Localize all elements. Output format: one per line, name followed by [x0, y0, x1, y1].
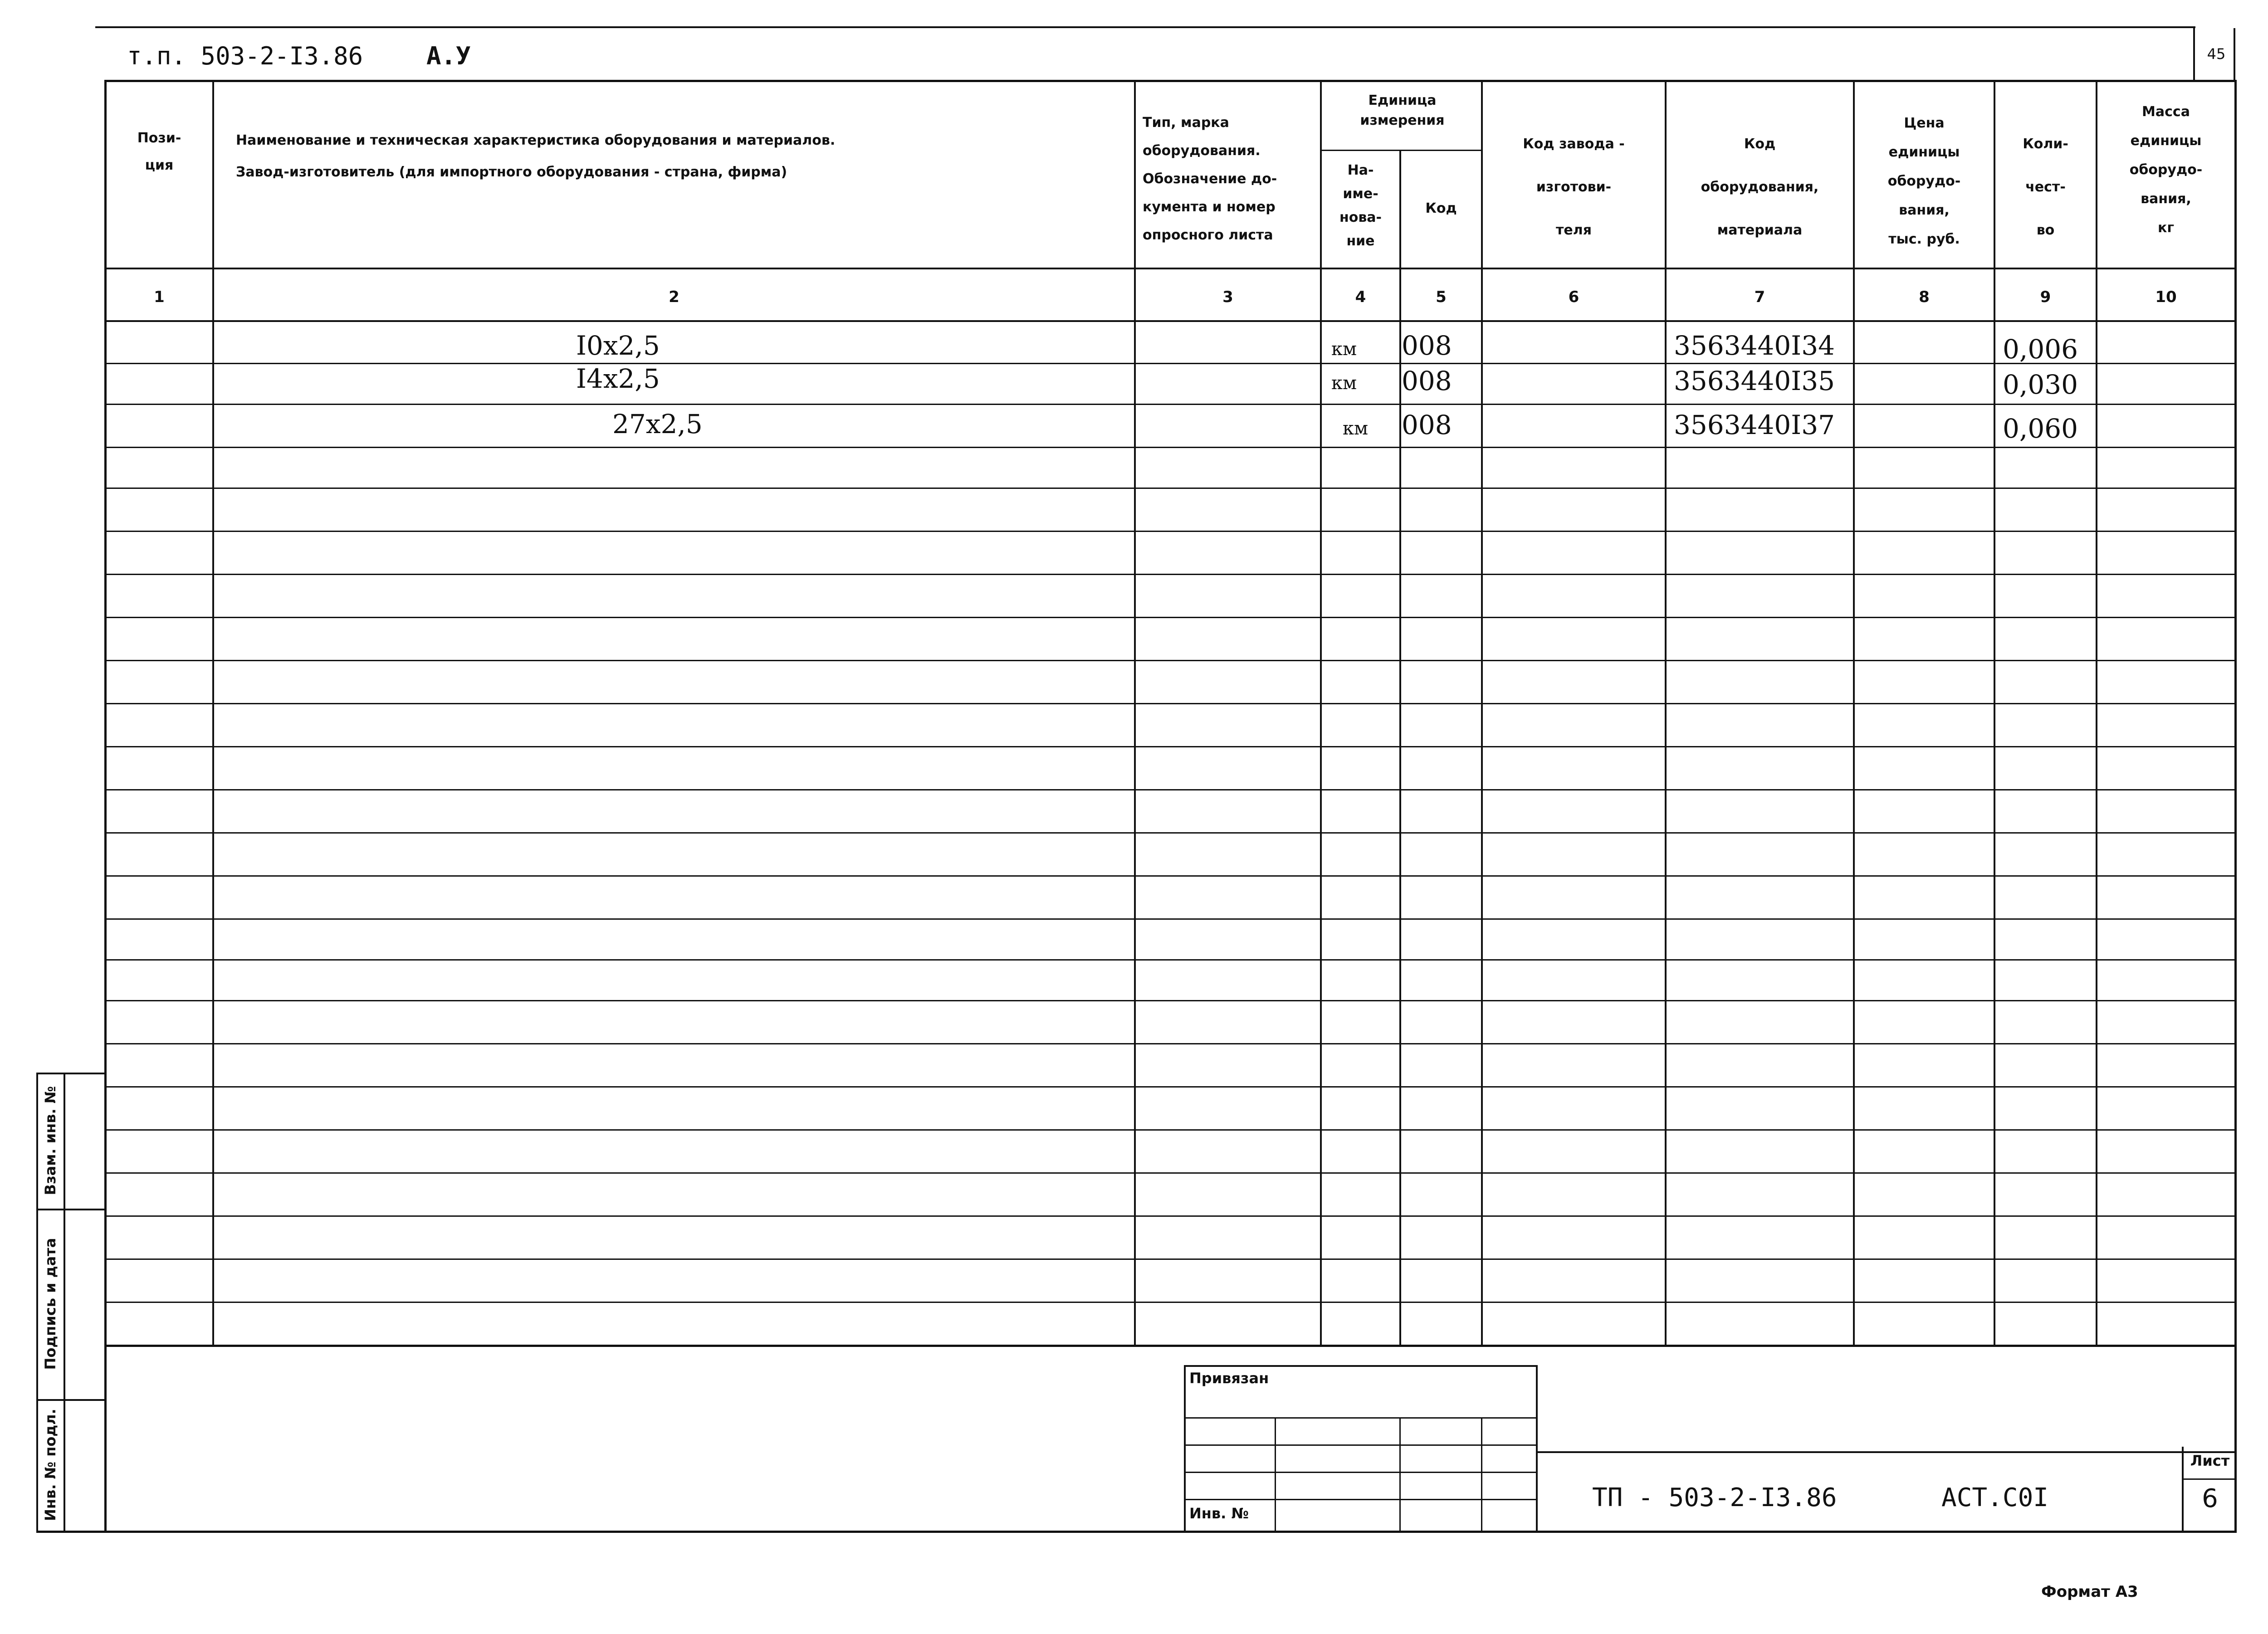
side-label-podpis: Подпись и дата	[42, 1238, 59, 1370]
col-header-unit-code: Код	[1425, 200, 1457, 216]
row-name: I4x2,5	[576, 363, 660, 394]
col-header-position: Пози- ция	[137, 130, 181, 173]
format-label: Формат А3	[2041, 1583, 2138, 1601]
row-unit: км	[1343, 418, 1369, 439]
row-quantity: 0,006	[2003, 334, 2078, 365]
sheet-corner-number: 45	[2207, 45, 2226, 63]
row-name: 27x2,5	[612, 409, 703, 439]
inv-no-label: Инв. №	[1189, 1505, 1249, 1522]
list-number: 6	[2202, 1484, 2218, 1513]
col-number-1: 1	[154, 288, 165, 306]
col-number-5: 5	[1436, 288, 1447, 306]
row-unit-code: 008	[1402, 366, 1452, 396]
side-label-inv: Инв. № подл.	[42, 1409, 59, 1521]
col-number-10: 10	[2155, 288, 2177, 306]
col-number-2: 2	[669, 288, 679, 306]
document-mark: АСТ.С0I	[1941, 1483, 2049, 1512]
privyazan-label: Привязан	[1189, 1370, 1269, 1387]
row-unit-code: 008	[1402, 410, 1452, 440]
row-quantity: 0,030	[2003, 369, 2078, 400]
col-header-unit-name: На- име- нова- ние	[1339, 162, 1382, 249]
document-code: ТП - 503-2-I3.86	[1592, 1483, 1837, 1512]
row-equipment-code: 3563440I34	[1674, 330, 1835, 361]
col-header-equipment-code: Код оборудования, материала	[1701, 136, 1819, 238]
row-quantity: 0,060	[2003, 413, 2078, 444]
col-number-8: 8	[1919, 288, 1930, 306]
col-header-unit-group: Единица измерения	[1360, 93, 1445, 128]
row-equipment-code: 3563440I35	[1674, 366, 1835, 396]
col-number-7: 7	[1754, 288, 1765, 306]
section-code: А.У	[426, 42, 471, 70]
col-header-mass: Масса единицы оборудо- вания, кг	[2129, 104, 2203, 236]
row-equipment-code: 3563440I37	[1674, 410, 1835, 440]
side-label-vzam: Взам. инв. №	[42, 1086, 59, 1195]
row-unit-code: 008	[1402, 330, 1452, 361]
col-header-price: Цена единицы оборудо- вания, тыс. руб.	[1887, 115, 1961, 247]
col-number-4: 4	[1355, 288, 1366, 306]
col-header-type: Тип, марка оборудования. Обозначение до- кумента и номер опросного листа	[1143, 115, 1277, 243]
row-name: I0x2,5	[576, 330, 660, 361]
row-unit: км	[1331, 339, 1357, 360]
col-number-9: 9	[2040, 288, 2051, 306]
col-number-3: 3	[1222, 288, 1233, 306]
list-label: Лист	[2190, 1452, 2230, 1469]
col-header-quantity: Коли- чест- во	[2023, 136, 2068, 238]
col-header-factory-code: Код завода - изготови- теля	[1523, 136, 1625, 238]
document-reference: т.п. 503-2-I3.86	[127, 42, 363, 70]
col-number-6: 6	[1568, 288, 1579, 306]
row-unit: км	[1331, 373, 1357, 394]
col-header-name: Наименование и техническая характеристика оборудования и материалов. Завод-изготовитель (для импортного оборудования - страна, фирма)	[236, 132, 836, 180]
